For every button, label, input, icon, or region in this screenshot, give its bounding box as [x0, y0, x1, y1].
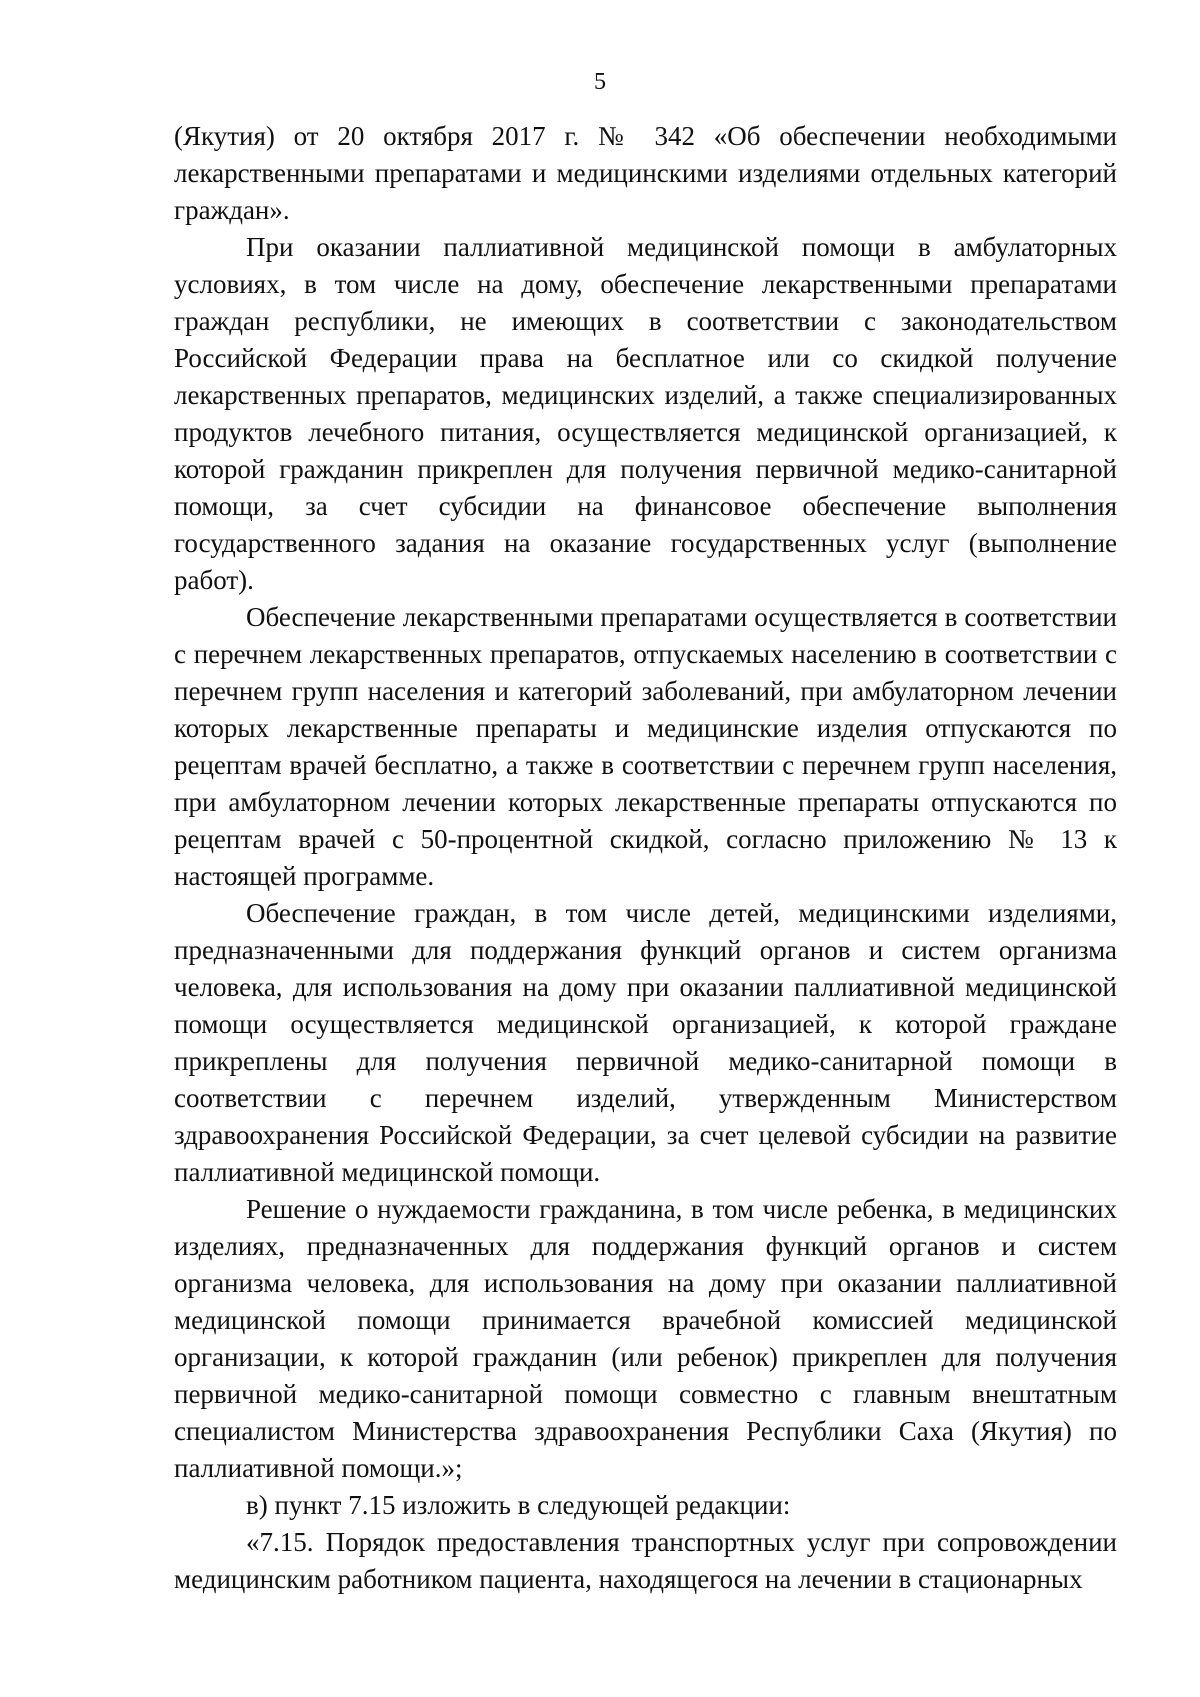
paragraph-palliative-drugs: При оказании паллиативной медицинской помощи в амбулаторных условиях, в том числе на дому, обеспечение лекарственными препаратами граждан республики, не имеющих в соответствии с законодательством Российской Федерации права на бесплатное или со скидкой получение лекарственных препаратов, медицинских изделий, а также специализированных продуктов лечебного питания, осуществляется медицинской организацией, к которой гражданин прикреплен для получения первичной медико-санитарной помощи, за счет субсидии на финансовое обеспечение выполнения государственного задания на оказание государственных услуг (выполнение работ).: [174, 232, 1117, 595]
paragraph-drug-provision: Обеспечение лекарственными препаратами осуществляется в соответствии с перечнем лекарственных препаратов, отпускаемых населению в соответствии с перечнем групп населения и категорий заболеваний, при амбулаторном лечении которых лекарственные препараты и медицинские изделия отпускаются по рецептам врачей бесплатно, а также в соответствии с перечнем групп населения, при амбулаторном лечении которых лекарственные препараты отпускаются по рецептам врачей с 50-процентной скидкой, согласно приложению № 13 к настоящей программе.: [174, 602, 1117, 891]
paragraph-amendment: в) пункт 7.15 изложить в следующей редакции:: [246, 1490, 791, 1520]
paragraph-medical-devices: Обеспечение граждан, в том числе детей, медицинскими изделиями, предназначенными для поддержания функций органов и систем организма человека, для использования на дому при оказании паллиативной медицинской помощи осуществляется медицинской организацией, к которой граждане прикреплены для получения первичной медико-санитарной помощи в соответствии с перечнем изделий, утвержденным Министерством здравоохранения Российской Федерации, за счет целевой субсидии на развитие паллиативной медицинской помощи.: [174, 898, 1117, 1187]
paragraph-continuation: (Якутия) от 20 октября 2017 г. № 342 «Об обеспечении необходимыми лекарственными препаратами и медицинскими изделиями отдельных категорий граждан».: [174, 121, 1117, 225]
document-body: [174, 118, 1117, 1598]
paragraph-item-7-15: «7.15. Порядок предоставления транспортных услуг при сопровождении медицинским работником пациента, находящегося на лечении в стационарных: [174, 1527, 1117, 1594]
page-number: 5: [594, 69, 606, 95]
paragraph-decision: Решение о нуждаемости гражданина, в том числе ребенка, в медицинских изделиях, предназначенных для поддержания функций органов и систем организма человека, для использования на дому при оказании паллиативной медицинской помощи принимается врачебной комиссией медицинской организации, к которой гражданин (или ребенок) прикреплен для получения первичной медико-санитарной помощи совместно с главным внештатным специалистом Министерства здравоохранения Республики Саха (Якутия) по паллиативной помощи.»;: [174, 1194, 1117, 1483]
